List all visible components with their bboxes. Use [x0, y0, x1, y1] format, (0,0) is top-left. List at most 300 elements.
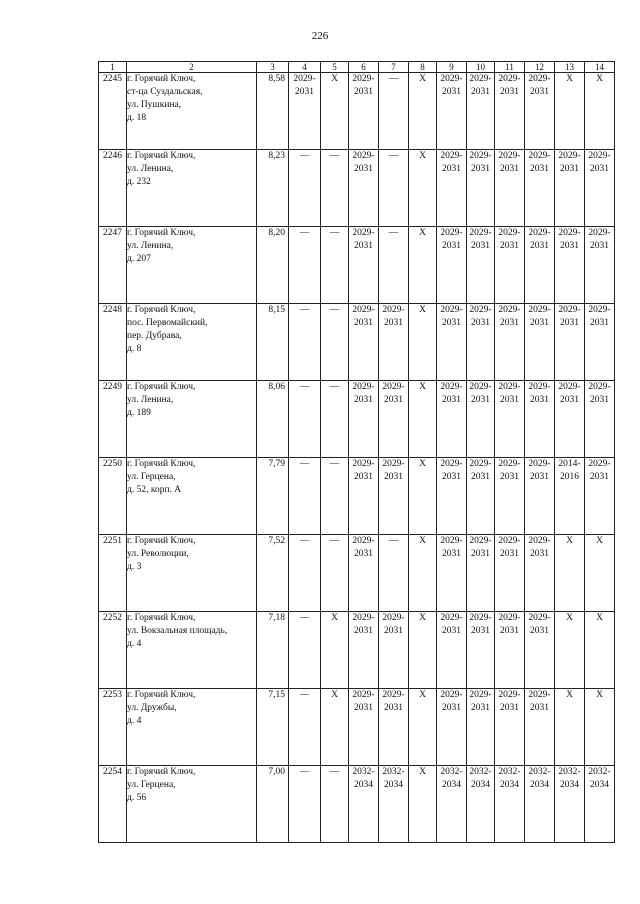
- period-cell-col-14: [585, 535, 615, 612]
- period-cell-col-7: [379, 381, 409, 458]
- period-text: 2032-: [352, 767, 375, 777]
- area-cell: 7,00: [257, 766, 289, 843]
- period-text: 2029-: [440, 382, 463, 392]
- period-text: X: [419, 536, 426, 546]
- period-text: 2034: [560, 780, 579, 790]
- table-row: [99, 227, 615, 304]
- period-text: 2029-: [352, 690, 375, 700]
- period-cell-col-14: [585, 766, 615, 843]
- period-text: X: [419, 382, 426, 392]
- period-cell-col-8: [409, 381, 437, 458]
- row-number: 2254: [99, 766, 127, 843]
- period-text: 2029-: [498, 459, 521, 469]
- period-text: 2034: [530, 780, 549, 790]
- period-text: —: [299, 536, 310, 546]
- period-cell-col-4: [289, 150, 321, 227]
- period-text: 2031: [590, 472, 609, 482]
- address-line: ул. Герцена,: [127, 780, 176, 790]
- period-text: 2029-: [352, 74, 375, 84]
- period-text: 2031: [530, 87, 549, 97]
- area-cell: 8,58: [257, 73, 289, 150]
- period-text: 2031: [530, 549, 549, 559]
- address-line: ул. Дружбы,: [127, 703, 177, 713]
- address-line: г. Горячий Ключ,: [127, 305, 196, 315]
- period-cell-col-4: [289, 458, 321, 535]
- period-cell-col-4: [289, 381, 321, 458]
- period-cell-col-13: [555, 535, 585, 612]
- period-text: 2031: [500, 164, 519, 174]
- period-text: 2031: [354, 472, 373, 482]
- area-cell: 7,79: [257, 458, 289, 535]
- address-line: ул. Ленина,: [127, 164, 174, 174]
- period-cell-col-10: [467, 458, 495, 535]
- period-text: 2031: [590, 395, 609, 405]
- area-cell: 8,06: [257, 381, 289, 458]
- period-text: 2031: [530, 318, 549, 328]
- address-line: д. 8: [127, 344, 142, 354]
- period-cell-col-5: [321, 150, 349, 227]
- period-cell-col-7: [379, 689, 409, 766]
- column-header-3: 3: [257, 62, 289, 73]
- period-cell-col-6: [349, 458, 379, 535]
- area-cell: 7,18: [257, 612, 289, 689]
- period-text: 2031: [354, 87, 373, 97]
- period-text: X: [331, 74, 338, 84]
- period-text: 2034: [384, 780, 403, 790]
- period-cell-col-12: [525, 766, 555, 843]
- period-cell-col-9: [437, 766, 467, 843]
- period-text: 2031: [442, 703, 461, 713]
- period-cell-col-12: [525, 458, 555, 535]
- table-row: [99, 73, 615, 150]
- period-text: 2029-: [498, 74, 521, 84]
- column-header-12: 12: [525, 62, 555, 73]
- period-cell-col-5: [321, 227, 349, 304]
- period-text: 2031: [560, 318, 579, 328]
- period-cell-col-8: [409, 227, 437, 304]
- column-header-7: 7: [379, 62, 409, 73]
- period-text: 2029-: [382, 613, 405, 623]
- period-cell-col-7: [379, 458, 409, 535]
- period-cell-col-13: [555, 766, 585, 843]
- period-text: 2031: [500, 395, 519, 405]
- address-line: д. 18: [127, 113, 147, 123]
- period-cell-col-8: [409, 766, 437, 843]
- period-text: X: [331, 613, 338, 623]
- period-cell-col-5: [321, 689, 349, 766]
- period-text: 2029-: [469, 382, 492, 392]
- header-row: [99, 62, 615, 73]
- period-text: 2034: [442, 780, 461, 790]
- period-cell-col-14: [585, 73, 615, 150]
- address-line: ул. Вокзальная площадь,: [127, 626, 228, 636]
- row-number: 2245: [99, 73, 127, 150]
- table-row: [99, 689, 615, 766]
- address-cell: [127, 689, 257, 766]
- period-text: —: [329, 767, 340, 777]
- period-text: 2029-: [528, 382, 551, 392]
- period-text: —: [388, 228, 399, 238]
- period-text: 2029-: [558, 151, 581, 161]
- period-cell-col-6: [349, 150, 379, 227]
- period-cell-col-7: [379, 227, 409, 304]
- period-text: 2031: [354, 395, 373, 405]
- period-cell-col-7: [379, 766, 409, 843]
- address-line: д. 189: [127, 408, 151, 418]
- period-text: 2031: [442, 164, 461, 174]
- period-cell-col-12: [525, 150, 555, 227]
- period-text: X: [419, 690, 426, 700]
- period-text: 2034: [590, 780, 609, 790]
- period-text: 2031: [590, 318, 609, 328]
- period-text: 2031: [530, 472, 549, 482]
- period-text: 2029-: [588, 305, 611, 315]
- period-cell-col-9: [437, 535, 467, 612]
- period-text: —: [329, 459, 340, 469]
- address-line: г. Горячий Ключ,: [127, 613, 196, 623]
- period-text: 2032-: [558, 767, 581, 777]
- column-header-1: 1: [99, 62, 127, 73]
- period-text: —: [329, 536, 340, 546]
- period-text: 2029-: [352, 382, 375, 392]
- period-cell-col-8: [409, 535, 437, 612]
- period-text: X: [596, 74, 603, 84]
- period-text: X: [419, 459, 426, 469]
- address-line: г. Горячий Ключ,: [127, 536, 196, 546]
- period-text: 2031: [530, 164, 549, 174]
- period-text: 2031: [560, 164, 579, 174]
- period-cell-col-13: [555, 150, 585, 227]
- period-text: 2029-: [588, 151, 611, 161]
- period-cell-col-10: [467, 227, 495, 304]
- period-text: 2031: [384, 626, 403, 636]
- row-number: 2251: [99, 535, 127, 612]
- period-cell-col-5: [321, 381, 349, 458]
- address-line: д. 56: [127, 793, 147, 803]
- period-text: 2029-: [528, 459, 551, 469]
- period-cell-col-8: [409, 689, 437, 766]
- address-line: д. 4: [127, 639, 142, 649]
- period-text: 2031: [354, 241, 373, 251]
- period-text: 2031: [500, 549, 519, 559]
- period-text: 2031: [354, 164, 373, 174]
- period-text: 2029-: [528, 305, 551, 315]
- period-text: 2031: [530, 703, 549, 713]
- period-cell-col-11: [495, 535, 525, 612]
- period-text: 2034: [500, 780, 519, 790]
- period-text: 2031: [500, 241, 519, 251]
- period-text: 2029-: [352, 305, 375, 315]
- area-cell: 7,52: [257, 535, 289, 612]
- period-cell-col-13: [555, 612, 585, 689]
- period-cell-col-6: [349, 73, 379, 150]
- address-line: г. Горячий Ключ,: [127, 228, 196, 238]
- period-text: 2034: [471, 780, 490, 790]
- period-text: 2029-: [440, 228, 463, 238]
- period-cell-col-6: [349, 304, 379, 381]
- area-cell: 8,23: [257, 150, 289, 227]
- period-text: 2031: [560, 395, 579, 405]
- period-text: 2016: [560, 472, 579, 482]
- period-text: 2032-: [469, 767, 492, 777]
- period-text: 2031: [442, 395, 461, 405]
- period-text: 2029-: [558, 305, 581, 315]
- period-cell-col-4: [289, 535, 321, 612]
- table-row: [99, 535, 615, 612]
- period-text: X: [419, 228, 426, 238]
- period-text: 2029-: [528, 228, 551, 238]
- period-text: X: [566, 613, 573, 623]
- period-cell-col-13: [555, 227, 585, 304]
- period-cell-col-14: [585, 304, 615, 381]
- period-text: —: [388, 74, 399, 84]
- period-text: 2031: [500, 472, 519, 482]
- period-text: 2029-: [440, 536, 463, 546]
- period-text: 2029-: [352, 151, 375, 161]
- period-text: 2031: [442, 318, 461, 328]
- period-text: 2029-: [558, 382, 581, 392]
- period-text: X: [566, 74, 573, 84]
- period-text: 2029-: [498, 613, 521, 623]
- period-cell-col-5: [321, 304, 349, 381]
- address-line: г. Горячий Ключ,: [127, 382, 196, 392]
- column-header-10: 10: [467, 62, 495, 73]
- period-text: 2031: [354, 549, 373, 559]
- column-header-13: 13: [555, 62, 585, 73]
- period-text: 2029-: [528, 74, 551, 84]
- address-line: ул. Революции,: [127, 549, 189, 559]
- period-cell-col-8: [409, 73, 437, 150]
- period-text: 2029-: [440, 459, 463, 469]
- address-line: ул. Ленина,: [127, 241, 174, 251]
- period-text: X: [566, 690, 573, 700]
- period-text: 2029-: [469, 459, 492, 469]
- period-text: 2031: [471, 395, 490, 405]
- row-number: 2246: [99, 150, 127, 227]
- period-cell-col-4: [289, 689, 321, 766]
- period-cell-col-12: [525, 73, 555, 150]
- address-line: г. Горячий Ключ,: [127, 459, 196, 469]
- period-text: 2031: [500, 626, 519, 636]
- period-cell-col-4: [289, 766, 321, 843]
- period-cell-col-7: [379, 535, 409, 612]
- period-text: 2031: [471, 87, 490, 97]
- period-text: 2031: [471, 472, 490, 482]
- period-cell-col-6: [349, 535, 379, 612]
- period-text: 2029-: [469, 690, 492, 700]
- period-text: —: [299, 382, 310, 392]
- period-text: 2029-: [469, 613, 492, 623]
- period-cell-col-14: [585, 150, 615, 227]
- period-cell-col-10: [467, 535, 495, 612]
- address-line: д. 4: [127, 716, 142, 726]
- period-cell-col-6: [349, 689, 379, 766]
- period-text: 2031: [590, 164, 609, 174]
- period-text: 2029-: [469, 536, 492, 546]
- period-cell-col-11: [495, 766, 525, 843]
- period-text: 2031: [530, 626, 549, 636]
- period-text: —: [329, 305, 340, 315]
- period-cell-col-6: [349, 227, 379, 304]
- period-text: X: [596, 613, 603, 623]
- period-text: X: [419, 74, 426, 84]
- period-text: 2029-: [498, 151, 521, 161]
- period-text: 2031: [590, 241, 609, 251]
- period-cell-col-14: [585, 689, 615, 766]
- period-cell-col-14: [585, 381, 615, 458]
- period-cell-col-4: [289, 304, 321, 381]
- period-text: 2032-: [588, 767, 611, 777]
- period-text: 2029-: [352, 228, 375, 238]
- period-text: 2031: [500, 703, 519, 713]
- period-text: 2032-: [528, 767, 551, 777]
- row-number: 2249: [99, 381, 127, 458]
- column-header-2: 2: [127, 62, 257, 73]
- address-line: д. 52, корп. А: [127, 485, 182, 495]
- period-cell-col-9: [437, 381, 467, 458]
- address-line: пос. Первомайский,: [127, 318, 208, 328]
- period-text: X: [419, 151, 426, 161]
- period-text: 2031: [384, 318, 403, 328]
- period-text: X: [419, 305, 426, 315]
- period-text: 2031: [530, 395, 549, 405]
- period-text: 2031: [471, 318, 490, 328]
- period-text: —: [388, 151, 399, 161]
- period-cell-col-14: [585, 227, 615, 304]
- row-number: 2253: [99, 689, 127, 766]
- period-text: 2031: [354, 318, 373, 328]
- column-header-11: 11: [495, 62, 525, 73]
- period-cell-col-11: [495, 689, 525, 766]
- period-text: 2031: [384, 703, 403, 713]
- period-cell-col-6: [349, 612, 379, 689]
- period-cell-col-8: [409, 304, 437, 381]
- area-cell: 7,15: [257, 689, 289, 766]
- period-text: 2031: [471, 703, 490, 713]
- column-header-5: 5: [321, 62, 349, 73]
- column-header-9: 9: [437, 62, 467, 73]
- period-text: 2029-: [588, 459, 611, 469]
- address-cell: [127, 73, 257, 150]
- period-text: 2034: [354, 780, 373, 790]
- period-cell-col-5: [321, 535, 349, 612]
- register-table: [98, 61, 615, 843]
- period-text: 2031: [442, 626, 461, 636]
- period-text: 2029-: [352, 459, 375, 469]
- period-cell-col-7: [379, 150, 409, 227]
- period-text: 2029-: [498, 690, 521, 700]
- period-text: —: [329, 228, 340, 238]
- table-row: [99, 458, 615, 535]
- period-text: 2029-: [469, 228, 492, 238]
- period-text: 2031: [295, 87, 314, 97]
- period-cell-col-9: [437, 227, 467, 304]
- period-text: 2029-: [469, 74, 492, 84]
- period-text: 2031: [500, 318, 519, 328]
- period-text: 2031: [471, 626, 490, 636]
- period-cell-col-9: [437, 304, 467, 381]
- period-text: —: [299, 151, 310, 161]
- period-text: 2029-: [498, 305, 521, 315]
- period-cell-col-11: [495, 73, 525, 150]
- address-cell: [127, 381, 257, 458]
- area-cell: 8,20: [257, 227, 289, 304]
- period-text: 2031: [442, 241, 461, 251]
- period-text: 2029-: [528, 613, 551, 623]
- row-number: 2248: [99, 304, 127, 381]
- address-line: ул. Ленина,: [127, 395, 174, 405]
- period-text: 2029-: [498, 536, 521, 546]
- table-row: [99, 766, 615, 843]
- period-text: 2031: [384, 472, 403, 482]
- period-cell-col-12: [525, 227, 555, 304]
- period-text: 2031: [442, 549, 461, 559]
- period-cell-col-5: [321, 73, 349, 150]
- period-text: —: [299, 767, 310, 777]
- period-text: 2031: [560, 241, 579, 251]
- period-cell-col-10: [467, 150, 495, 227]
- period-text: 2029-: [352, 536, 375, 546]
- address-line: ул. Герцена,: [127, 472, 176, 482]
- address-cell: [127, 150, 257, 227]
- period-cell-col-13: [555, 458, 585, 535]
- period-cell-col-5: [321, 458, 349, 535]
- period-cell-col-11: [495, 304, 525, 381]
- period-text: X: [419, 613, 426, 623]
- address-cell: [127, 535, 257, 612]
- period-text: 2029-: [498, 228, 521, 238]
- period-text: 2029-: [352, 613, 375, 623]
- column-header-8: 8: [409, 62, 437, 73]
- period-text: 2032-: [440, 767, 463, 777]
- period-cell-col-11: [495, 458, 525, 535]
- period-text: X: [419, 767, 426, 777]
- period-text: 2029-: [440, 690, 463, 700]
- period-text: 2029-: [498, 382, 521, 392]
- period-text: 2031: [471, 241, 490, 251]
- period-text: X: [566, 536, 573, 546]
- address-line: пер. Дубрава,: [127, 331, 182, 341]
- period-text: —: [299, 459, 310, 469]
- address-line: д. 207: [127, 254, 151, 264]
- address-line: г. Горячий Ключ,: [127, 151, 196, 161]
- period-text: 2029-: [528, 690, 551, 700]
- period-cell-col-11: [495, 612, 525, 689]
- table-row: [99, 381, 615, 458]
- period-cell-col-5: [321, 766, 349, 843]
- period-text: 2029-: [588, 228, 611, 238]
- address-cell: [127, 458, 257, 535]
- period-text: 2031: [354, 626, 373, 636]
- period-text: 2032-: [382, 767, 405, 777]
- period-cell-col-12: [525, 535, 555, 612]
- period-text: 2031: [530, 241, 549, 251]
- row-number: 2250: [99, 458, 127, 535]
- period-cell-col-10: [467, 304, 495, 381]
- column-header-4: 4: [289, 62, 321, 73]
- period-cell-col-9: [437, 458, 467, 535]
- period-cell-col-8: [409, 612, 437, 689]
- period-text: 2029-: [293, 74, 316, 84]
- period-text: 2031: [500, 87, 519, 97]
- table-row: [99, 612, 615, 689]
- period-text: 2029-: [440, 613, 463, 623]
- period-cell-col-10: [467, 73, 495, 150]
- period-text: 2029-: [528, 151, 551, 161]
- row-number: 2247: [99, 227, 127, 304]
- period-cell-col-13: [555, 73, 585, 150]
- period-text: 2031: [442, 472, 461, 482]
